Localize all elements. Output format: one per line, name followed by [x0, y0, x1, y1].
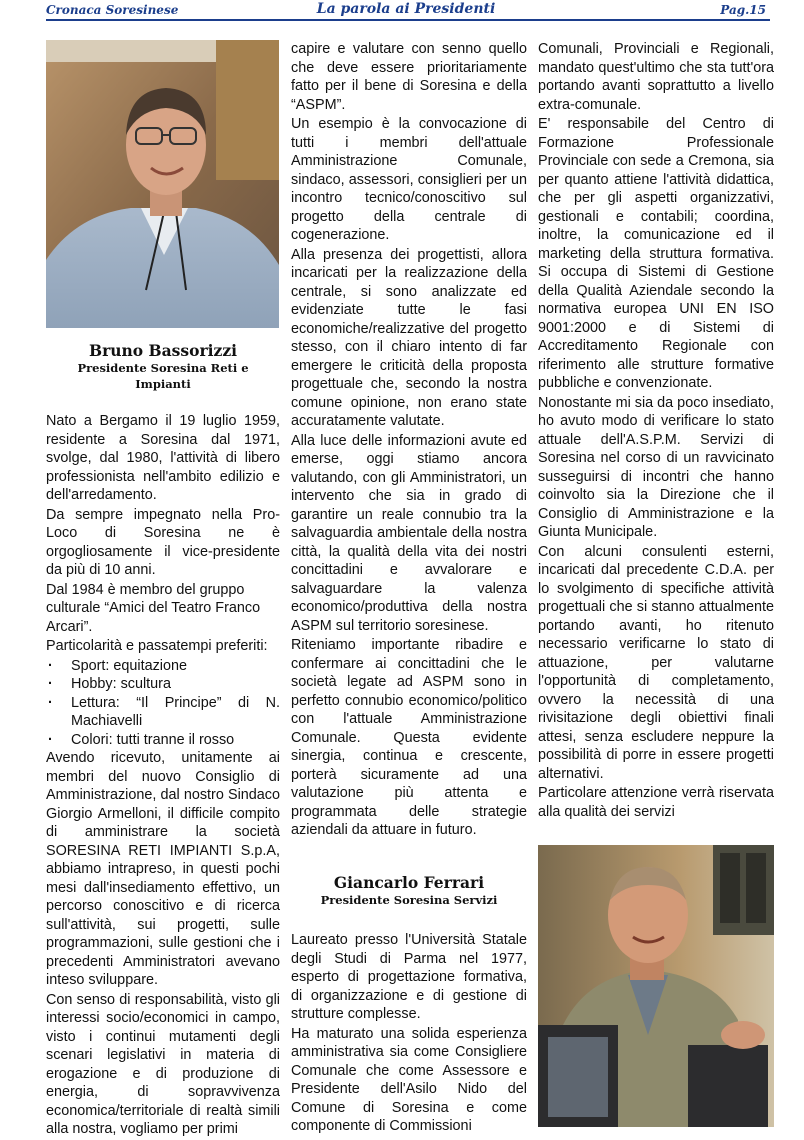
bio-paragraph: Dal 1984 è membro del gruppo culturale “Amici del Teatro Franco Arcari”.	[46, 581, 261, 635]
bio-paragraph: Comunali, Provinciali e Regionali, mandato quest'ultimo che sta tutt'ora portando avanti soprattutto a livello extra-comunale.	[538, 41, 774, 113]
page-number: Pag.15	[720, 3, 766, 17]
bassorizzi-role: Presidente Soresina Reti e Impianti	[77, 361, 249, 391]
section-title: La parola ai Presidenti	[316, 1, 496, 17]
bassorizzi-name-block	[56, 341, 270, 392]
newspaper-name: Cronaca Soresinese	[46, 3, 179, 17]
article-paragraph: Con alcuni consulenti esterni, incaricati dal precedente C.D.A. per lo svolgimento di specifiche attività progettuali che si stanno attualmente portando avanti, ho ritenuto necessario verificarne lo stato di attuazione, per valutarne l'opportunità di completamento, ovvero la necessità di una rivisitazione degli obiettivi finali attesi, senza escludere neppure la possibilità di porre in essere progetti alternativi.	[538, 543, 774, 782]
bio-paragraph: Nato a Bergamo il 19 luglio 1959, residente a Soresina dal 1971, svolge, dal 1980, l'attività di libero professionista nell'ambito edilizio e dell'arredamento.	[46, 413, 280, 503]
article-paragraph: capire e valutare con senno quello che deve essere prioritariamente fatto per il bene di Soresina e della “ASPM”.	[291, 41, 527, 113]
header-rule	[46, 19, 770, 21]
ferrari-role: Presidente Soresina Servizi	[320, 893, 498, 907]
bio-paragraph: Da sempre impegnato nella Pro-Loco di Soresina ne è orgogliosamente il vice-presidente da più di 10 anni.	[46, 506, 280, 578]
bio-paragraph: E' responsabile del Centro di Formazione Professionale Provinciale con sede a Cremona, sia per quanto attiene l'attività didattica, che per gli aspetti organizzativi, gestionali e contabili; coordina, inoltre, la comunicazione ed il marketing della struttura formativa. Si occupa di Sistemi di Gestione della Qualità Aziendale secondo la normativa europea UNI EN ISO 9001:2000 e di Sistemi di Accreditamento Regionale con riferimento alle strutture formative pubbliche e convenzionate.	[538, 116, 774, 391]
bassorizzi-photo	[46, 40, 279, 328]
ferrari-photo	[538, 845, 774, 1127]
article-paragraph: Avendo ricevuto, unitamente ai membri del nuovo Consiglio di Amministrazione, dal nostro Sindaco Giorgio Armelloni, il difficile compito di amministrare la società SORESINA RETI IMPIANTI S.p.A, abbiamo intrapreso, in questi pochi mesi dall'insediamento effettivo, un percorso conoscitivo e di ricerca sull'attività, sui progetti, sulle programmazioni, sulle gestioni che i precedenti Amministratori avevano inteso sviluppare.	[46, 750, 280, 988]
column-1	[46, 412, 280, 1140]
article-paragraph: Riteniamo importante ribadire e confermare ai concittadini che le società legate ad ASPM sono in perfetto connubio economico/politico con l'attuale Amministrazione Comunale. Questa evidente sinergia, continua e crescente, porterà sicuramente ad una valutazione più attenta e programmata delle strategie aziendali da attuare in futuro.	[291, 637, 527, 838]
column-2	[291, 40, 527, 841]
article-paragraph: Un esempio è la convocazione di tutti i membri dell'attuale Amministrazione Comunale, sindaco, assessori, consiglieri per un incontro tecnico/conoscitivo sul progetto della centrale di cogenerazione.	[291, 116, 527, 243]
page-header	[46, 0, 766, 20]
bio-paragraph: Particolarità e passatempi preferiti:	[46, 638, 268, 654]
article-paragraph: Nonostante mi sia da poco insediato, ho avuto modo di verificare lo stato attuale dell'A.S.P.M. Servizi di Soresina nel corso di un ravvicinato susseguirsi di incontri che hanno coinvolto sia la Direzione che il Consiglio di Amministrazione e la Giunta Municipale.	[538, 394, 774, 540]
hobbies-list	[46, 657, 280, 750]
list-item: · Sport: equitazione	[46, 657, 280, 676]
article-paragraph: Alla presenza dei progettisti, allora incaricati per la realizzazione della centrale, si sono analizzate ed evidenziate tutte le fasi economiche/realizzative del progetto stesso, con il chiaro intento di far emergere le criticità della proposta progettuale che, secondo la nostra comune opinione, non erano state accuratamente valutate.	[291, 246, 527, 429]
column-2-bottom	[291, 931, 527, 1137]
ferrari-name-block	[291, 873, 527, 908]
bassorizzi-name: Bruno Bassorizzi	[88, 341, 238, 360]
bio-paragraph: Ha maturato una solida esperienza amministrativa sia come Consigliere Comunale che come Assessore e Presidente dell'Asilo Nido del Comune di Soresina e come componente di Commissioni	[291, 1025, 527, 1134]
column-3	[538, 40, 774, 822]
list-item: · Lettura: “Il Principe” di N. Machiavelli	[46, 694, 280, 731]
article-paragraph: Particolare attenzione verrà riservata alla qualità dei servizi	[538, 785, 774, 820]
article-paragraph: Con senso di responsabilità, visto gli interessi socio/economici in campo, visto i continui mutamenti degli scenari legislativi in materia di erogazione e di produzione di energia, di sopravvivenza economica/territoriale di realtà simili alla nostra, vogliamo per primi	[46, 991, 280, 1137]
ferrari-name: Giancarlo Ferrari	[333, 873, 485, 892]
article-paragraph: Alla luce delle informazioni avute ed emerse, oggi stiamo ancora valutando, con gli Amministratori, un intervento che sia in grado di garantire un reale connubio tra la salvaguardia ambientale della nostra città, la qualità della vita dei nostri concittadini e avvalorare e salvaguardare la valenza economico/produttiva della nostra ASPM sul territorio soresinese.	[291, 432, 527, 634]
list-item: · Colori: tutti tranne il rosso	[46, 731, 280, 750]
list-item: · Hobby: scultura	[46, 675, 280, 694]
bio-paragraph: Laureato presso l'Università Statale degli Studi di Parma nel 1977, esperto di progettazione formativa, di organizzazione e di gestione di strutture complesse.	[291, 932, 527, 1022]
